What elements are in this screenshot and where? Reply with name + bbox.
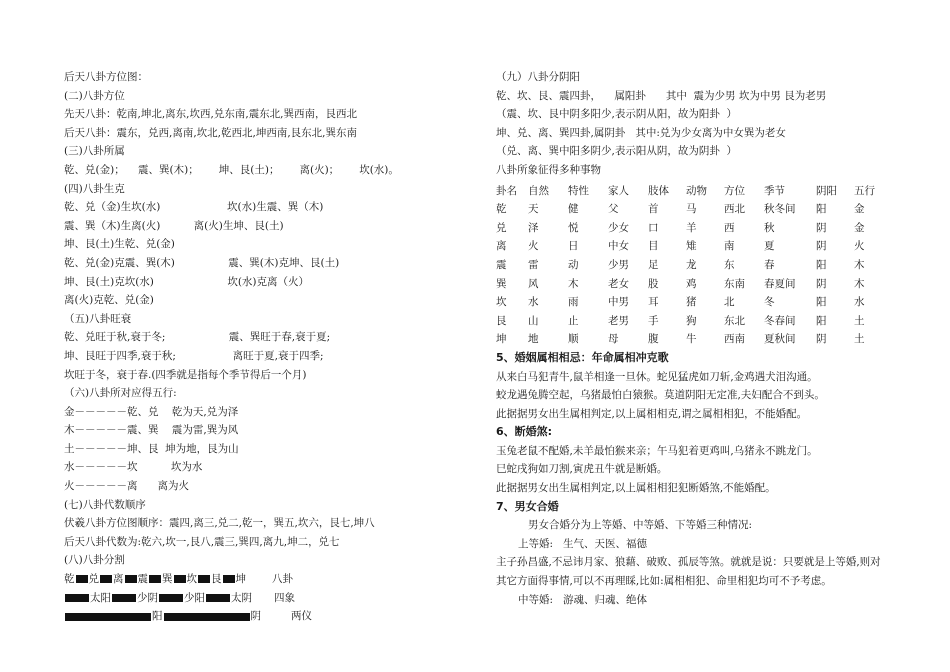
table-cell: 阳 bbox=[816, 258, 827, 271]
trigram-label: 少阴 bbox=[137, 591, 158, 604]
table-cell: 股 bbox=[648, 277, 659, 290]
text-line: 火－－－－－离 离为火 bbox=[64, 480, 190, 493]
text-line: 蛟龙遇兔腾空起，乌猪最怕白猿猴。莫道阴阳无定准,夫妇配合不到头。 bbox=[496, 389, 825, 402]
table-cell: 老女 bbox=[608, 277, 629, 290]
trigram-label: 阴 bbox=[250, 610, 261, 623]
table-cell: 泽 bbox=[528, 221, 539, 234]
table-cell: 羊 bbox=[686, 221, 697, 234]
table-cell: 鸡 bbox=[686, 277, 697, 290]
trigram-label: 震 bbox=[137, 573, 148, 586]
table-cell: 坤 bbox=[496, 333, 507, 346]
text-line: 巳蛇戌狗如刀割,寅虎丑牛就是断婚。 bbox=[496, 463, 668, 476]
text-line: 从来白马犯青牛,鼠羊相逢一旦休。蛇见猛虎如刀斩,金鸡遇犬泪沟通。 bbox=[496, 370, 818, 383]
table-cell: 手 bbox=[648, 314, 659, 327]
table-cell: 阴 bbox=[816, 221, 827, 234]
table-cell: 秋 bbox=[764, 221, 775, 234]
trigram-label: 艮 bbox=[211, 573, 222, 586]
table-cell: 雨 bbox=[568, 296, 579, 309]
section7-middle: 中等婚: 游魂、归魂、绝体 bbox=[518, 593, 648, 606]
table-cell: 冬春间 bbox=[764, 314, 796, 327]
row-label: 两仪 bbox=[291, 610, 312, 623]
table-cell: 口 bbox=[648, 221, 659, 234]
table-cell: 龙 bbox=[686, 258, 697, 271]
text-line: 乾、兑(金)； 震、巽(木)； 坤、艮(土)； 离(火)； 坎(水)。 bbox=[64, 163, 399, 176]
text-line: 金－－－－－乾、兑 乾为天,兑为泽 bbox=[64, 405, 239, 418]
left-column bbox=[64, 68, 464, 626]
table-cell: 震 bbox=[496, 258, 507, 271]
table-cell: 季节 bbox=[764, 184, 785, 197]
text-line: 木－－－－－震、巽 震为雷,巽为风 bbox=[64, 424, 239, 437]
trigram-label: 乾 bbox=[64, 573, 75, 586]
table-cell: 风 bbox=[528, 277, 539, 290]
trigram-row bbox=[64, 570, 464, 589]
table-cell: 东 bbox=[724, 258, 735, 271]
text-line: (七)八卦代数顺序 bbox=[64, 498, 146, 511]
text-line: （五)八卦旺衰 bbox=[64, 312, 132, 325]
table-cell: 肢体 bbox=[648, 184, 669, 197]
table-cell: 水 bbox=[528, 296, 539, 309]
text-line: (三)八卦所属 bbox=[64, 145, 125, 158]
bar-block bbox=[65, 594, 89, 602]
section7-title: 7、男女合婚 bbox=[496, 499, 559, 513]
section7-upper: 上等婚: 生气、天医、福德 bbox=[518, 537, 648, 550]
text-line: 八卦所象征得多种事物 bbox=[496, 163, 601, 176]
table-cell: 巽 bbox=[496, 277, 507, 290]
trigram-label: 兑 bbox=[88, 573, 99, 586]
text-line: 离(火)克乾、兑(金) bbox=[64, 294, 154, 307]
table-cell: 天 bbox=[528, 203, 539, 216]
table-cell: 方位 bbox=[724, 184, 745, 197]
table-row bbox=[496, 293, 896, 312]
table-cell: 坎 bbox=[496, 296, 507, 309]
table-cell: 狗 bbox=[686, 314, 697, 327]
table-cell: 兑 bbox=[496, 221, 507, 234]
table-cell: 雉 bbox=[686, 240, 697, 253]
table-cell: 阴 bbox=[816, 333, 827, 346]
table-cell: 动物 bbox=[686, 184, 707, 197]
table-row bbox=[496, 330, 896, 349]
table-cell: 木 bbox=[854, 277, 865, 290]
table-row bbox=[496, 256, 896, 275]
table-cell: 乾 bbox=[496, 203, 507, 216]
text-line: 震、巽（木)生离(火) 离(火)生坤、艮(土) bbox=[64, 219, 284, 232]
text-line: 坤、艮旺于四季,衰于秋; 离旺于夏,衰于四季; bbox=[64, 349, 324, 362]
table-cell: 首 bbox=[648, 203, 659, 216]
text-line: 此据据男女出生属相判定,以上属相相犯犯断婚煞,不能婚配。 bbox=[496, 482, 776, 495]
table-cell: 马 bbox=[686, 203, 697, 216]
table-cell: 金 bbox=[854, 221, 865, 234]
section7-intro: 男女合婚分为上等婚、中等婚、下等婚三种情况: bbox=[528, 519, 753, 532]
text-line: 后天八卦代数为:乾六,坎一,艮八,震三,巽四,离九,坤二，兑七 bbox=[64, 535, 340, 548]
table-cell: 日 bbox=[568, 240, 579, 253]
text-line: 坎旺于冬，衰于春.(四季就是指每个季节得后一个月) bbox=[64, 368, 307, 381]
table-cell: 北 bbox=[724, 296, 735, 309]
table-cell: 土 bbox=[854, 333, 865, 346]
text-line: 此据据男女出生属相判定,以上属相相克,谓之属相相犯，不能婚配。 bbox=[496, 407, 808, 420]
table-cell: 中男 bbox=[608, 296, 629, 309]
table-cell: 西 bbox=[724, 221, 735, 234]
bar-block bbox=[198, 575, 210, 583]
table-header bbox=[496, 182, 896, 201]
table-cell: 悦 bbox=[568, 221, 579, 234]
row-label: 八卦 bbox=[272, 573, 293, 586]
table-cell: 离 bbox=[496, 240, 507, 253]
table-cell: 止 bbox=[568, 314, 579, 327]
table-cell: 特性 bbox=[568, 184, 589, 197]
text-line: (四)八卦生克 bbox=[64, 182, 125, 195]
bar-block bbox=[223, 575, 235, 583]
table-cell: 金 bbox=[854, 203, 865, 216]
table-cell: 西北 bbox=[724, 203, 745, 216]
bar-block bbox=[159, 594, 183, 602]
table-cell: 冬 bbox=[764, 296, 775, 309]
trigram-label: 少阳 bbox=[184, 591, 205, 604]
trigram-label: 坤 bbox=[235, 573, 246, 586]
table-cell: 木 bbox=[854, 258, 865, 271]
table-cell: 健 bbox=[568, 203, 579, 216]
text-line: 伏羲八卦方位图顺序：震四,离三,兑二,乾一，巽五,坎六，艮七,坤八 bbox=[64, 517, 375, 530]
table-cell: 秋冬间 bbox=[764, 203, 796, 216]
section6-title: 6、断婚煞: bbox=[496, 425, 553, 439]
text-line: （兑、离、巽中阳多阴少,表示阳从阴，故为阴卦 ） bbox=[496, 145, 738, 158]
liangyi-row bbox=[64, 607, 464, 626]
table-row bbox=[496, 275, 896, 294]
table-cell: 足 bbox=[648, 258, 659, 271]
text-line: 乾、坎、艮、震四卦， 属阳卦 其中 震为少男 坎为中男 艮为老男 bbox=[496, 89, 827, 102]
table-cell: 阴 bbox=[816, 240, 827, 253]
table-cell: 地 bbox=[528, 333, 539, 346]
bar-block bbox=[76, 575, 88, 583]
table-cell: 阳 bbox=[816, 314, 827, 327]
bar-block bbox=[125, 575, 137, 583]
text-line: （九）八卦分阴阳 bbox=[496, 71, 580, 83]
table-cell: 耳 bbox=[648, 296, 659, 309]
text-line: 坤、艮(土)克坎(水) 坎(水)克离（火） bbox=[64, 275, 310, 288]
text-line: (八)八卦分割 bbox=[64, 554, 125, 567]
text-line: 乾、兑(金)克震、巽(木) 震、巽(木)克坤、艮(土) bbox=[64, 256, 340, 269]
table-cell: 顺 bbox=[568, 333, 579, 346]
right-column bbox=[496, 68, 896, 609]
table-cell: 南 bbox=[724, 240, 735, 253]
text-line: 坤、艮(土)生乾、兑(金) bbox=[64, 238, 175, 251]
table-cell: 火 bbox=[854, 240, 865, 253]
table-cell: 家人 bbox=[608, 184, 629, 197]
table-row bbox=[496, 312, 896, 331]
table-cell: 五行 bbox=[854, 184, 875, 197]
table-cell: 少男 bbox=[608, 258, 629, 271]
trigram-label: 巽 bbox=[162, 573, 173, 586]
text-line: 坤、兑、离、巽四卦,属阴卦 其中:兑为少女离为中女巽为老女 bbox=[496, 126, 786, 139]
table-cell: 猪 bbox=[686, 296, 697, 309]
table-cell: 腹 bbox=[648, 333, 659, 346]
trigram-label: 阳 bbox=[152, 610, 163, 623]
text-line: 玉兔老鼠不配婚,未羊最怕猴来亲；午马犯着更鸡叫,乌猪永不跳龙门。 bbox=[496, 444, 818, 457]
table-row bbox=[496, 237, 896, 256]
table-cell: 阴阳 bbox=[816, 184, 837, 197]
table-cell: 阳 bbox=[816, 296, 827, 309]
bar-block bbox=[164, 613, 250, 621]
text-line: （六)八卦所对应得五行: bbox=[64, 387, 177, 400]
bar-block bbox=[65, 613, 151, 621]
bar-block bbox=[100, 575, 112, 583]
text-line: 先天八卦：乾南,坤北,离东,坎西,兑东南,震东北,巽西南，艮西北 bbox=[64, 108, 358, 121]
table-cell: 少女 bbox=[608, 221, 629, 234]
table-cell: 山 bbox=[528, 314, 539, 327]
table-cell: 艮 bbox=[496, 314, 507, 327]
trigram-label: 太阳 bbox=[90, 591, 111, 604]
bar-block bbox=[174, 575, 186, 583]
table-cell: 火 bbox=[528, 240, 539, 253]
table-cell: 母 bbox=[608, 333, 619, 346]
table-cell: 木 bbox=[568, 277, 579, 290]
trigram-label: 太阴 bbox=[231, 591, 252, 604]
section5-title: 5、婚姻属相相忌：年命属相冲克歌 bbox=[496, 350, 669, 364]
text-line: （震、坎、艮中阴多阳少,表示阴从阳，故为阳卦 ） bbox=[496, 108, 738, 121]
sixiang-row bbox=[64, 589, 464, 608]
table-row bbox=[496, 200, 896, 219]
table-cell: 阴 bbox=[816, 277, 827, 290]
text-line: 土－－－－－坤、艮 坤为地，艮为山 bbox=[64, 442, 239, 455]
trigram-label: 离 bbox=[113, 573, 124, 586]
table-cell: 西南 bbox=[724, 333, 745, 346]
row-label: 四象 bbox=[274, 591, 295, 604]
text-line: 乾、兑（金)生坎(水) 坎(水)生震、巽（木) bbox=[64, 201, 324, 214]
bar-block bbox=[149, 575, 161, 583]
table-cell: 动 bbox=[568, 258, 579, 271]
text-line: 后天八卦方位图： bbox=[64, 71, 148, 83]
bar-block bbox=[206, 594, 230, 602]
table-cell: 阳 bbox=[816, 203, 827, 216]
table-cell: 土 bbox=[854, 314, 865, 327]
table-cell: 水 bbox=[854, 296, 865, 309]
table-cell: 牛 bbox=[686, 333, 697, 346]
table-cell: 卦名 bbox=[496, 184, 517, 197]
table-cell: 自然 bbox=[528, 184, 549, 197]
table-cell: 春夏间 bbox=[764, 277, 796, 290]
table-cell: 春 bbox=[764, 258, 775, 271]
table-cell: 目 bbox=[648, 240, 659, 253]
text-line: 后天八卦：震东，兑西,离南,坎北,乾西北,坤西南,艮东北,巽东南 bbox=[64, 126, 358, 139]
text-line: 乾、兑旺于秋,衰于冬; 震、巽旺于春,衰于夏; bbox=[64, 331, 331, 344]
bar-block bbox=[112, 594, 136, 602]
table-cell: 父 bbox=[608, 203, 619, 216]
table-row bbox=[496, 219, 896, 238]
table-cell: 夏秋间 bbox=[764, 333, 796, 346]
table-cell: 雷 bbox=[528, 258, 539, 271]
table-cell: 东北 bbox=[724, 314, 745, 327]
trigram-label: 坎 bbox=[186, 573, 197, 586]
section7-paragraph: 主子孙昌盛,不忌讳月家、狼藉、破败、孤辰等煞。就就是说：只要就是上等婚,则对其它方面得事情,可以不再理睬,比如:属相相犯、命里相犯均可不予考虑。 bbox=[496, 556, 881, 588]
text-line: 水－－－－－坎 坎为水 bbox=[64, 461, 203, 474]
table-cell: 中女 bbox=[608, 240, 629, 253]
table-cell: 东南 bbox=[724, 277, 745, 290]
trigram-symbol-table bbox=[496, 182, 896, 349]
text-line: (二)八卦方位 bbox=[64, 89, 125, 102]
table-cell: 老男 bbox=[608, 314, 629, 327]
table-cell: 夏 bbox=[764, 240, 775, 253]
